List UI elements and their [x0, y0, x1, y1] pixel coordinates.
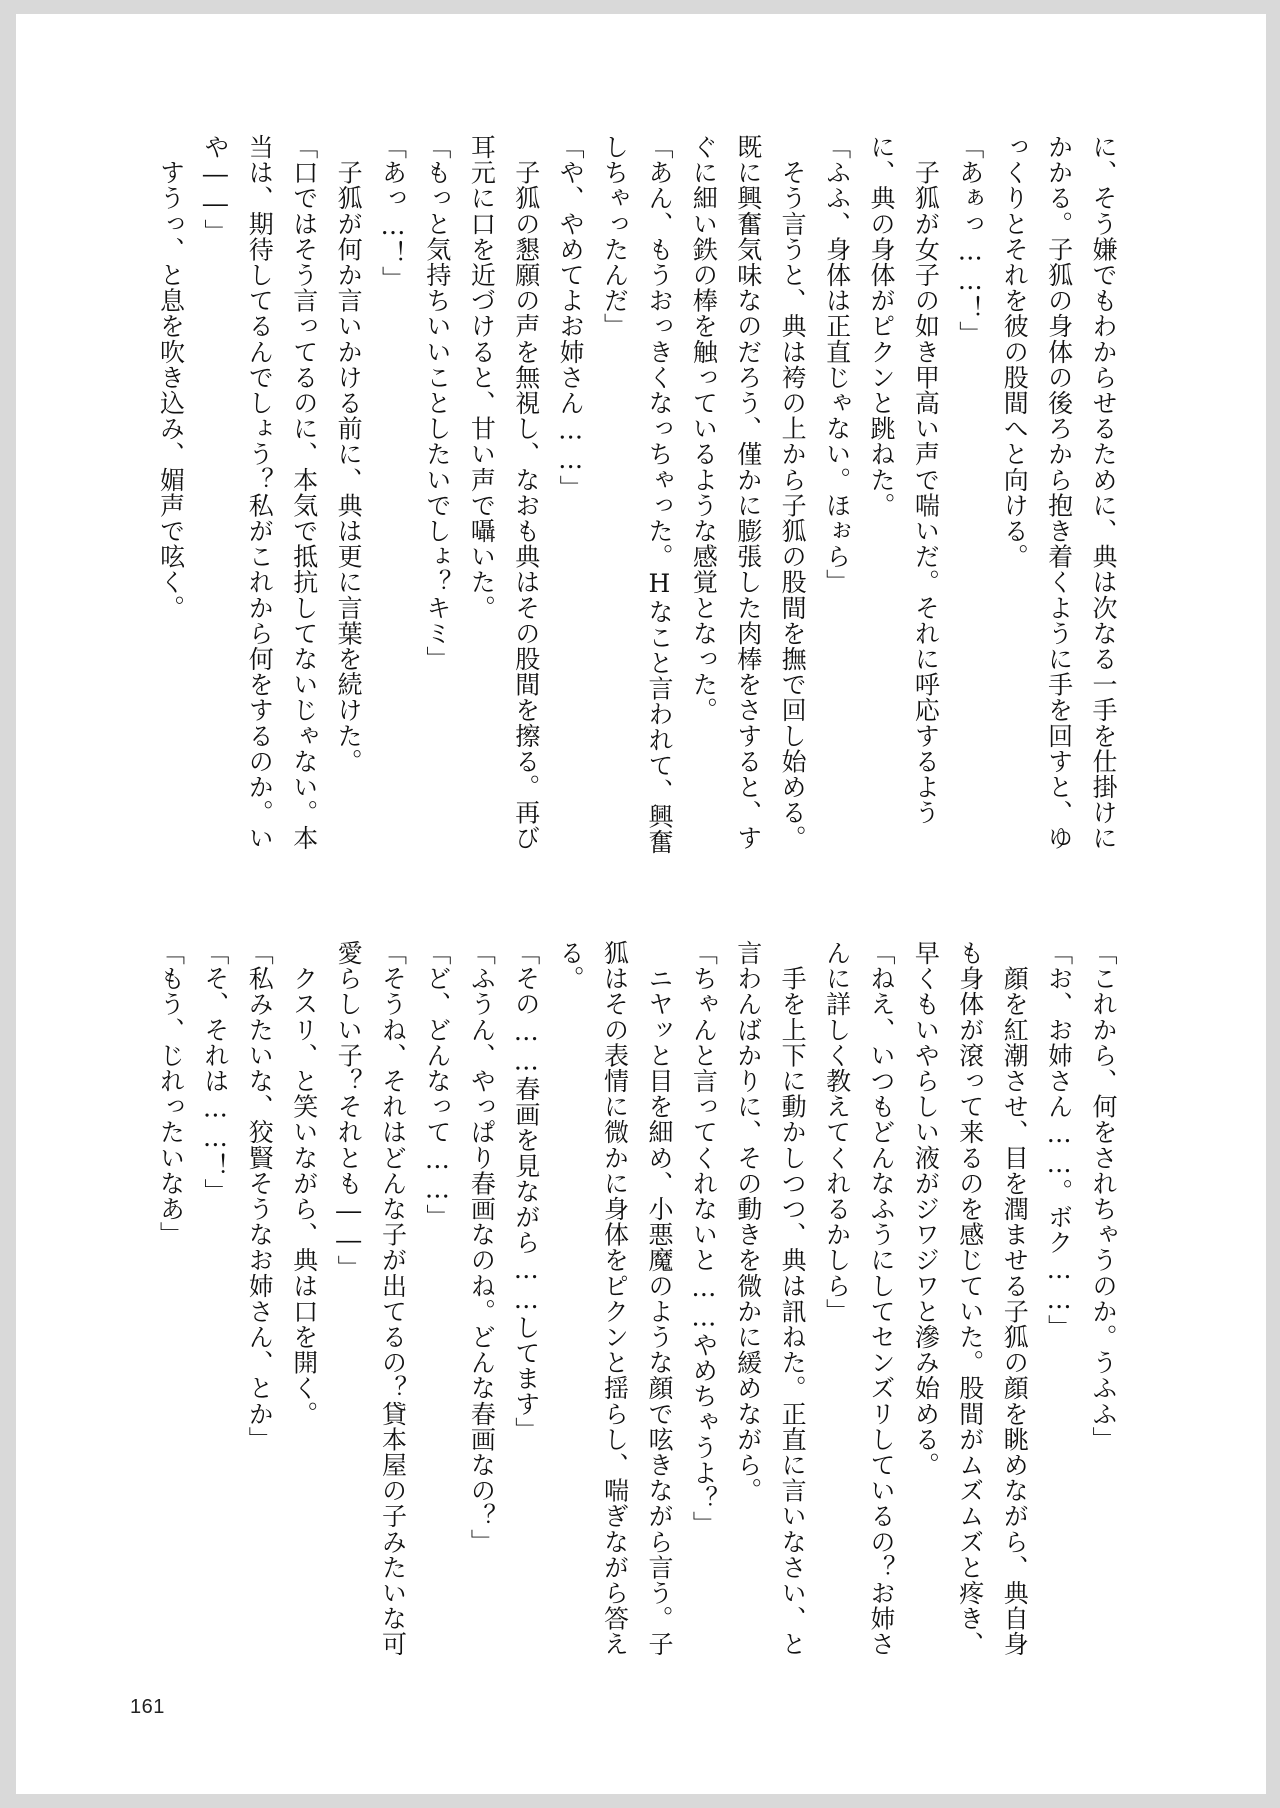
- text-line: 狐はその表情に微かに身体をピクンと揺らし、喘ぎながら答え: [600, 940, 630, 1657]
- text-line: ぐに細い鉄の棒を触っているような感覚となった。: [689, 134, 719, 723]
- text-line: 「あぁっ……！」: [955, 134, 985, 347]
- text-line: 「もう、じれったいなあ」: [156, 940, 186, 1248]
- text-line: すうっ、と息を吹き込み、媚声で呟く。: [156, 134, 186, 621]
- text-line: 「もっと気持ちいいことしたいでしょ？キミ」: [422, 134, 452, 672]
- text-line: しちゃったんだ」: [600, 134, 630, 339]
- text-line: 「そうね、それはどんな子が出てるの？貸本屋の子みたいな可: [378, 940, 408, 1657]
- text-line: そう言うと、典は袴の上から子狐の股間を撫で回し始める。: [778, 134, 808, 851]
- text-line: 既に興奮気味なのだろう、僅かに膨張した肉棒をさすると、す: [733, 134, 763, 851]
- text-line: 「や、やめてよお姉さん……」: [556, 134, 586, 501]
- text-line: 「その……春画を見ながら……してます」: [511, 940, 541, 1443]
- text-line: 「私みたいな、狡賢そうなお姉さん、とか」: [245, 940, 275, 1452]
- text-block-bottom: [156, 940, 1125, 1730]
- text-line: 「ふうん、やっぱり春画なのね。どんな春画なの？」: [467, 940, 497, 1555]
- text-line: 「あっ…！」: [378, 134, 408, 292]
- text-line: に、典の身体がピクンと跳ねた。: [866, 134, 896, 518]
- text-line: も身体が滾って来るのを感じていた。股間がムズムズと疼き、: [955, 940, 985, 1657]
- book-page: [16, 14, 1266, 1794]
- text-line: 子狐が何か言いかける前に、典は更に言葉を続けた。: [334, 134, 364, 774]
- text-line: っくりとそれを彼の股間へと向ける。: [1000, 134, 1030, 570]
- text-line: 子狐の懇願の声を無視し、なおも典はその股間を擦る。再び: [511, 134, 541, 851]
- text-block-top: [156, 134, 1125, 922]
- text-line: や――」: [200, 134, 230, 245]
- text-line: 「ちゃんと言ってくれないと……やめちゃうよ？」: [689, 940, 719, 1537]
- text-line: 「口ではそう言ってるのに、本気で抵抗してないじゃない。本: [289, 134, 319, 851]
- text-line: かかる。子狐の身体の後ろから抱き着くように手を回すと、ゆ: [1044, 134, 1074, 851]
- text-line: クスリ、と笑いながら、典は口を開く。: [289, 940, 319, 1427]
- text-line: 愛らしい子？それとも――」: [334, 940, 364, 1281]
- text-line: 子狐が女子の如き甲高い声で喘いだ。それに呼応するよう: [911, 134, 941, 826]
- text-line: に、そう嫌でもわからせるために、典は次なる一手を仕掛けに: [1089, 134, 1118, 851]
- text-line: る。: [556, 940, 586, 992]
- text-line: 早くもいやらしい液がジワジワと滲み始める。: [911, 940, 941, 1478]
- text-line: ニヤッと目を細め、小悪魔のような顔で呟きながら言う。子: [644, 940, 674, 1657]
- text-line: 「あん、もうおっきくなっちゃった。Hなこと言われて、興奮: [644, 134, 674, 855]
- text-line: 「これから、何をされちゃうのか。うふふ」: [1089, 940, 1118, 1452]
- text-line: 「お、お姉さん……。ボク……」: [1044, 940, 1074, 1340]
- text-line: 顔を紅潮させ、目を潤ませる子狐の顔を眺めながら、典自身: [1000, 940, 1030, 1657]
- text-line: 「ど、どんなって……」: [422, 940, 452, 1230]
- text-line: 当は、期待してるんでしょう？私がこれから何をするのか。い: [245, 134, 275, 851]
- text-line: 耳元に口を近づけると、甘い声で囁いた。: [467, 134, 497, 621]
- text-line: 「そ、それは……！」: [200, 940, 230, 1204]
- text-line: 「ねえ、いつもどんなふうにしてセンズリしているの？お姉さ: [866, 940, 896, 1657]
- text-line: んに詳しく教えてくれるかしら」: [822, 940, 852, 1324]
- text-line: 手を上下に動かしつつ、典は訊ねた。正直に言いなさい、と: [778, 940, 808, 1657]
- text-line: 言わんばかりに、その動きを微かに緩めながら。: [733, 940, 763, 1504]
- text-line: 「ふふ、身体は正直じゃない。ほぉら」: [822, 134, 852, 595]
- page-number: 161: [130, 1696, 165, 1718]
